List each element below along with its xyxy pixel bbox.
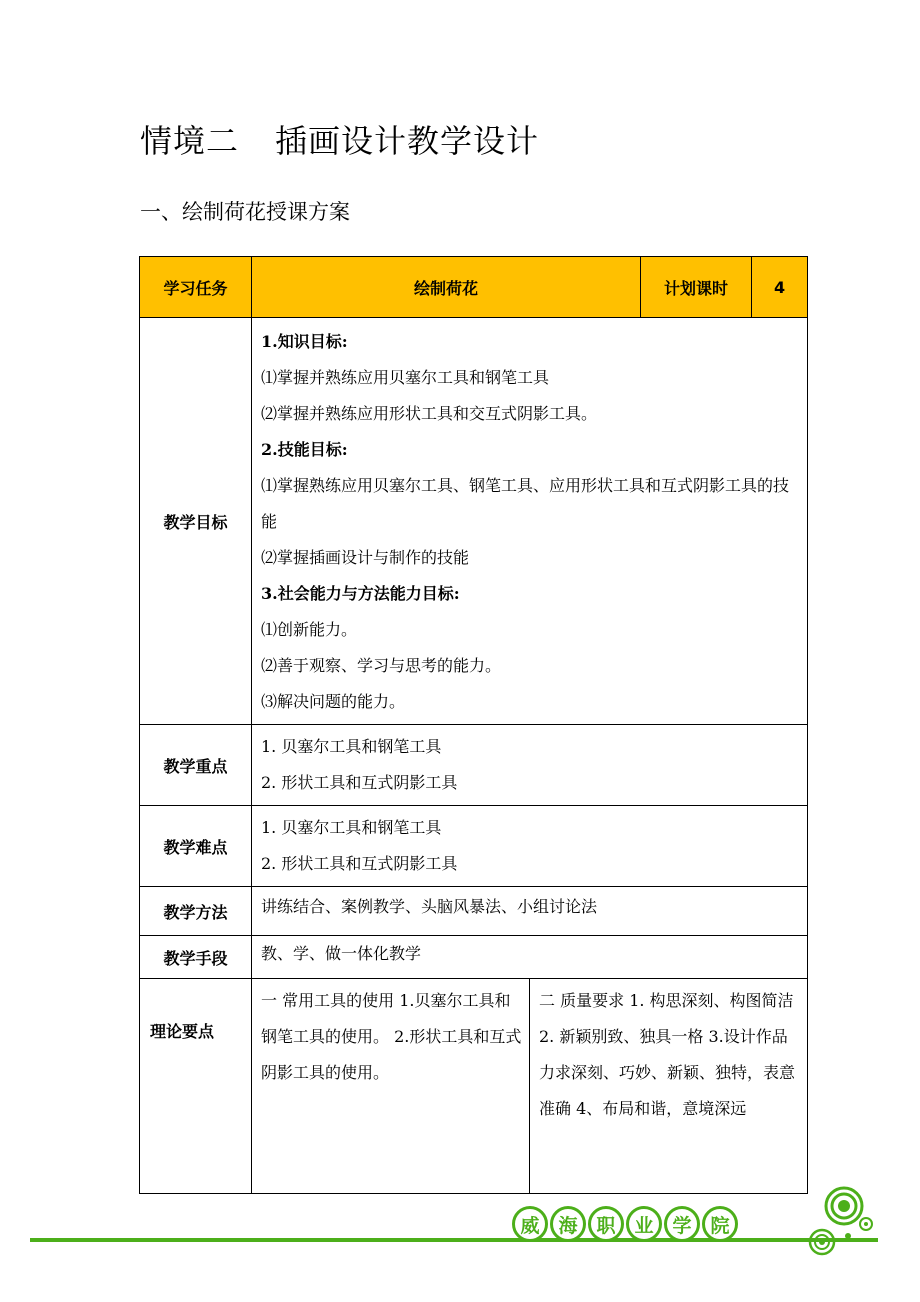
theory-right-line: 3.设计作品力求深刻、巧妙、新颖、独特，表意准确 (539, 1027, 796, 1118)
difficulties-row (140, 806, 808, 887)
logo-char: 院 (702, 1206, 738, 1242)
difficulties-label: 教学难点 (140, 806, 252, 887)
key-points-label: 教学重点 (140, 725, 252, 806)
theory-row (140, 979, 808, 1194)
objective-line: ⑵掌握并熟练应用形状工具和交互式阴影工具。 (261, 404, 598, 423)
theory-right-line: 二 质量要求 (539, 991, 625, 1010)
theory-right-line: 2. 新颖别致、独具一格 (539, 1027, 704, 1046)
key-point-item: 2. 形状工具和互式阴影工具 (261, 773, 458, 792)
theory-right-line: 4、布局和谐，意境深远 (576, 1099, 747, 1118)
logo-char: 威 (512, 1206, 548, 1242)
page-title (140, 116, 539, 162)
means-label: 教学手段 (140, 936, 252, 979)
objective-line: ⑵善于观察、学习与思考的能力。 (261, 656, 502, 675)
concentric-rings-icon (800, 1184, 890, 1274)
title-part-1: 情境二 (140, 122, 240, 160)
hours-value: 4 (752, 257, 808, 318)
difficulty-item: 2. 形状工具和互式阴影工具 (261, 854, 458, 873)
objectives-cell (252, 318, 808, 725)
school-logo (512, 1206, 738, 1242)
objective-line: ⑴掌握并熟练应用贝塞尔工具和钢笔工具 (261, 368, 550, 387)
key-points-cell (252, 725, 808, 806)
title-part-2: 插画设计教学设计 (275, 122, 540, 160)
difficulties-cell (252, 806, 808, 887)
objective-line: ⑵掌握插画设计与制作的技能 (261, 548, 470, 567)
objective-line: ⑴创新能力。 (261, 620, 358, 639)
task-value: 绘制荷花 (252, 257, 641, 318)
objective-line: 2.技能目标: (261, 440, 348, 459)
theory-left-line: 一 常用工具的使用 (261, 991, 395, 1010)
means-value: 教、学、做一体化教学 (252, 936, 808, 979)
methods-label: 教学方法 (140, 887, 252, 936)
theory-right-cell (530, 979, 808, 1194)
means-row (140, 936, 808, 979)
theory-label: 理论要点 (140, 979, 252, 1194)
theory-left-line: 2.形状工具和互式阴影工具的使用。 (261, 1027, 522, 1082)
footer-rule (30, 1238, 878, 1242)
logo-char: 学 (664, 1206, 700, 1242)
hours-label: 计划课时 (641, 257, 752, 318)
lesson-plan-table (139, 256, 808, 1194)
logo-char: 职 (588, 1206, 624, 1242)
methods-row (140, 887, 808, 936)
methods-value: 讲练结合、案例教学、头脑风暴法、小组讨论法 (252, 887, 808, 936)
section-heading: 一、绘制荷花授课方案 (140, 200, 350, 224)
objective-line: 3.社会能力与方法能力目标: (261, 584, 460, 603)
theory-left-line: 1.贝塞尔工具和钢笔工具的使用。 (261, 991, 511, 1046)
difficulty-item: 1. 贝塞尔工具和钢笔工具 (261, 818, 442, 837)
key-points-row (140, 725, 808, 806)
objective-line: 1.知识目标: (261, 332, 348, 351)
theory-right-line: 1. 构思深刻、构图简洁 (629, 991, 794, 1010)
objectives-label: 教学目标 (140, 318, 252, 725)
objective-line: ⑴掌握熟练应用贝塞尔工具、钢笔工具、应用形状工具和互式阴影工具的技能 (261, 476, 790, 531)
header-row (140, 257, 808, 318)
key-point-item: 1. 贝塞尔工具和钢笔工具 (261, 737, 442, 756)
logo-char: 业 (626, 1206, 662, 1242)
theory-left-cell (252, 979, 530, 1194)
logo-char: 海 (550, 1206, 586, 1242)
task-label: 学习任务 (140, 257, 252, 318)
objective-line: ⑶解决问题的能力。 (261, 692, 406, 711)
objectives-row (140, 318, 808, 725)
